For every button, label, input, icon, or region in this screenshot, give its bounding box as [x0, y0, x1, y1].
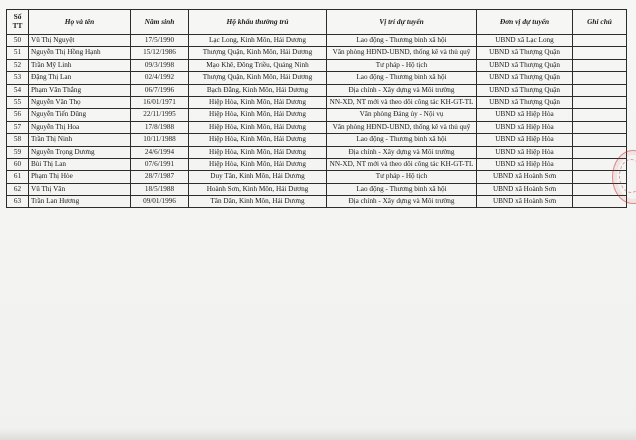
table-row — [7, 196, 627, 208]
cell-stt: 62 — [7, 183, 29, 195]
table-row — [7, 146, 627, 158]
cell-position: Lao động - Thương binh xã hội — [327, 183, 477, 195]
cell-position: Tư pháp - Hộ tịch — [327, 59, 477, 71]
cell-name: Nguyễn Tiến Dũng — [29, 109, 131, 121]
cell-dob: 15/12/1986 — [131, 47, 189, 59]
cell-dob: 09/3/1998 — [131, 59, 189, 71]
candidate-table — [6, 9, 627, 208]
cell-unit: UBND xã Thượng Quận — [477, 59, 573, 71]
cell-name: Trần Mỹ Linh — [29, 59, 131, 71]
cell-name: Nguyễn Thị Hồng Hạnh — [29, 47, 131, 59]
cell-unit: UBND xã Hiệp Hòa — [477, 146, 573, 158]
cell-note — [573, 47, 627, 59]
cell-name: Nguyễn Thị Hoa — [29, 121, 131, 133]
cell-dob: 22/11/1995 — [131, 109, 189, 121]
cell-position: NN-XD, NT mới và theo dõi công tác KH-GT-TL — [327, 96, 477, 108]
cell-stt: 63 — [7, 196, 29, 208]
cell-name: Đặng Thị Lan — [29, 72, 131, 84]
cell-note — [573, 59, 627, 71]
cell-position: Lao động - Thương binh xã hội — [327, 35, 477, 47]
cell-stt: 60 — [7, 158, 29, 170]
cell-dob: 17/5/1990 — [131, 35, 189, 47]
cell-position: NN-XD, NT mới và theo dõi công tác KH-GT-TL — [327, 158, 477, 170]
cell-name: Bùi Thị Lan — [29, 158, 131, 170]
cell-unit: UBND xã Thượng Quận — [477, 72, 573, 84]
cell-residence: Hiệp Hòa, Kinh Môn, Hải Dương — [189, 134, 327, 146]
table-row — [7, 72, 627, 84]
table-row — [7, 134, 627, 146]
cell-stt: 61 — [7, 171, 29, 183]
cell-unit: UBND xã Thượng Quận — [477, 47, 573, 59]
cell-residence: Hiệp Hòa, Kinh Môn, Hải Dương — [189, 96, 327, 108]
cell-unit: UBND xã Hoành Sơn — [477, 196, 573, 208]
table-row — [7, 109, 627, 121]
cell-dob: 18/5/1988 — [131, 183, 189, 195]
cell-residence: Hiệp Hòa, Kinh Môn, Hải Dương — [189, 158, 327, 170]
header-position: Vị trí dự tuyển — [327, 10, 477, 35]
cell-dob: 24/6/1994 — [131, 146, 189, 158]
cell-name: Trần Lan Hương — [29, 196, 131, 208]
header-stt-line1: Số — [13, 12, 22, 22]
cell-note — [573, 134, 627, 146]
cell-dob: 17/8/1988 — [131, 121, 189, 133]
cell-note — [573, 96, 627, 108]
table-row — [7, 183, 627, 195]
table-row — [7, 59, 627, 71]
cell-note — [573, 35, 627, 47]
cell-dob: 09/01/1996 — [131, 196, 189, 208]
cell-residence: Hiệp Hòa, Kinh Môn, Hải Dương — [189, 121, 327, 133]
header-note: Ghi chú — [573, 10, 627, 35]
header-stt — [7, 10, 29, 35]
cell-position: Địa chính - Xây dựng và Môi trường — [327, 196, 477, 208]
cell-note — [573, 72, 627, 84]
scan-shadow — [0, 428, 636, 440]
cell-note — [573, 84, 627, 96]
cell-unit: UBND xã Thượng Quận — [477, 84, 573, 96]
cell-residence: Hiệp Hòa, Kinh Môn, Hải Dương — [189, 109, 327, 121]
cell-residence: Thượng Quận, Kinh Môn, Hải Dương — [189, 72, 327, 84]
cell-position: Văn phòng HĐND-UBND, thống kê và thủ quỹ — [327, 47, 477, 59]
header-dob: Năm sinh — [131, 10, 189, 35]
cell-note — [573, 109, 627, 121]
cell-position: Lao động - Thương binh xã hội — [327, 72, 477, 84]
table-row — [7, 171, 627, 183]
table-body — [7, 35, 627, 208]
cell-name: Phạm Thị Hòe — [29, 171, 131, 183]
cell-dob: 10/11/1988 — [131, 134, 189, 146]
cell-residence: Mạo Khê, Đông Triều, Quảng Ninh — [189, 59, 327, 71]
cell-unit: UBND xã Hiệp Hòa — [477, 158, 573, 170]
cell-position: Địa chính - Xây dựng và Môi trường — [327, 146, 477, 158]
cell-stt: 50 — [7, 35, 29, 47]
cell-unit: UBND xã Hoành Sơn — [477, 183, 573, 195]
cell-dob: 02/4/1992 — [131, 72, 189, 84]
cell-name: Nguyễn Văn Thọ — [29, 96, 131, 108]
cell-residence: Hoành Sơn, Kinh Môn, Hải Dương — [189, 183, 327, 195]
table-row — [7, 158, 627, 170]
cell-residence: Duy Tân, Kinh Môn, Hải Dương — [189, 171, 327, 183]
cell-stt: 51 — [7, 47, 29, 59]
cell-unit: UBND xã Hiệp Hòa — [477, 109, 573, 121]
table-header-row — [7, 10, 627, 35]
cell-position: Địa chính - Xây dựng và Môi trường — [327, 84, 477, 96]
table-row — [7, 35, 627, 47]
cell-dob: 07/6/1991 — [131, 158, 189, 170]
cell-unit: UBND xã Hoành Sơn — [477, 171, 573, 183]
cell-residence: Hiệp Hòa, Kinh Môn, Hải Dương — [189, 146, 327, 158]
cell-unit: UBND xã Thượng Quận — [477, 96, 573, 108]
cell-residence: Lạc Long, Kinh Môn, Hải Dương — [189, 35, 327, 47]
header-residence: Hộ khẩu thường trú — [189, 10, 327, 35]
cell-name: Phạm Văn Thắng — [29, 84, 131, 96]
cell-unit: UBND xã Hiệp Hòa — [477, 134, 573, 146]
table-row — [7, 121, 627, 133]
cell-position: Văn phòng Đảng ủy - Nội vụ — [327, 109, 477, 121]
cell-dob: 06/7/1996 — [131, 84, 189, 96]
cell-unit: UBND xã Lạc Long — [477, 35, 573, 47]
cell-position: Lao động - Thương binh xã hội — [327, 134, 477, 146]
cell-stt: 55 — [7, 96, 29, 108]
cell-stt: 52 — [7, 59, 29, 71]
cell-residence: Tân Dân, Kinh Môn, Hải Dương — [189, 196, 327, 208]
cell-unit: UBND xã Hiệp Hòa — [477, 121, 573, 133]
cell-dob: 28/7/1987 — [131, 171, 189, 183]
header-unit: Đơn vị dự tuyển — [477, 10, 573, 35]
cell-note — [573, 121, 627, 133]
cell-name: Nguyễn Trọng Dương — [29, 146, 131, 158]
cell-stt: 57 — [7, 121, 29, 133]
cell-name: Vũ Thị Vân — [29, 183, 131, 195]
cell-residence: Thượng Quận, Kinh Môn, Hải Dương — [189, 47, 327, 59]
cell-name: Trần Thị Ninh — [29, 134, 131, 146]
cell-dob: 16/01/1971 — [131, 96, 189, 108]
header-name: Họ và tên — [29, 10, 131, 35]
header-stt-line2: TT — [12, 21, 23, 30]
table-row — [7, 47, 627, 59]
cell-stt: 59 — [7, 146, 29, 158]
cell-position: Tư pháp - Hộ tịch — [327, 171, 477, 183]
cell-name: Vũ Thị Nguyệt — [29, 35, 131, 47]
cell-stt: 58 — [7, 134, 29, 146]
cell-position: Văn phòng HĐND-UBND, thống kê và thủ quỹ — [327, 121, 477, 133]
cell-stt: 56 — [7, 109, 29, 121]
table-row — [7, 84, 627, 96]
cell-residence: Bạch Đằng, Kinh Môn, Hải Dương — [189, 84, 327, 96]
table-row — [7, 96, 627, 108]
cell-stt: 53 — [7, 72, 29, 84]
cell-stt: 54 — [7, 84, 29, 96]
